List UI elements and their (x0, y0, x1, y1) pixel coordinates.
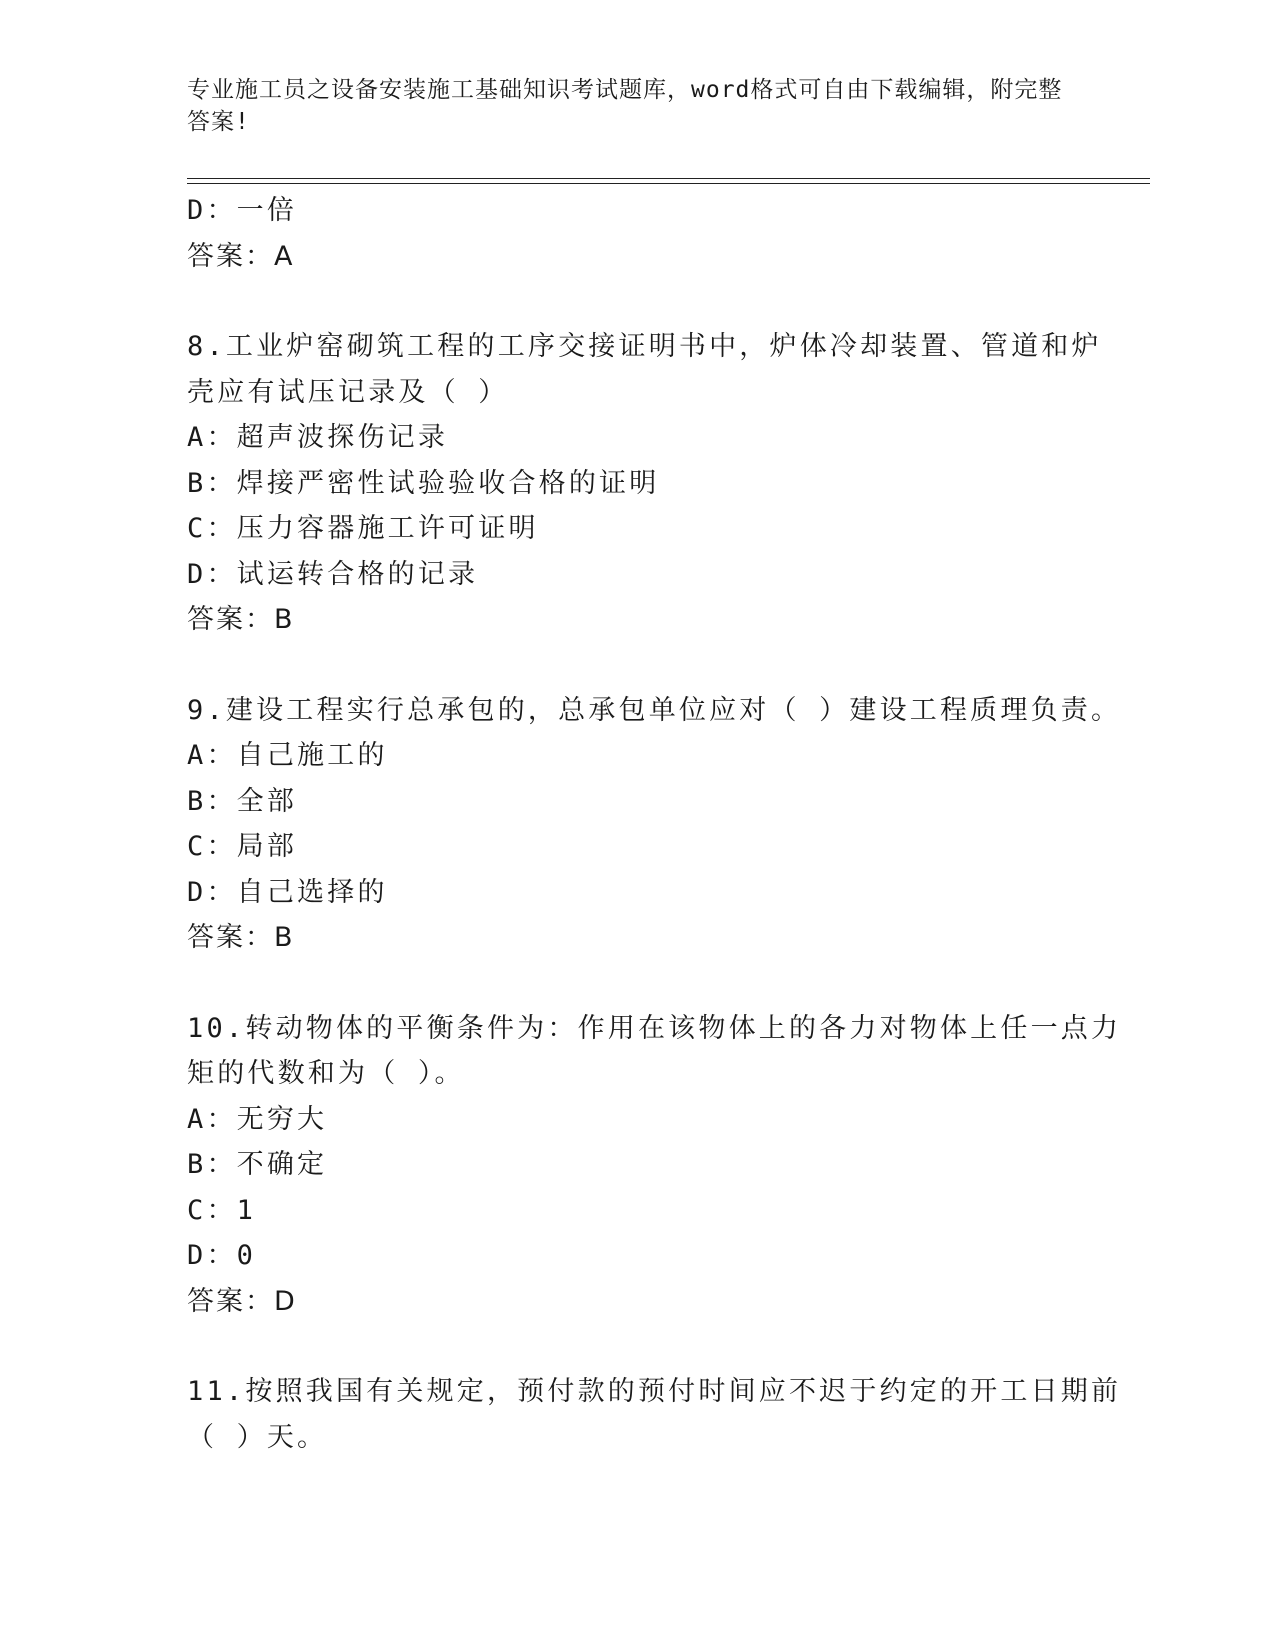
question-stem: 壳应有试压记录及（ ） (187, 376, 509, 408)
option-d: D：自己选择的 (187, 876, 388, 908)
option-d: D：试运转合格的记录 (187, 558, 479, 590)
question-list (187, 188, 1122, 1460)
option-b: B：全部 (187, 785, 298, 817)
question-stem: 10.转动物体的平衡条件为：作用在该物体上的各力对物体上任一点力 (187, 1012, 1122, 1044)
option-c: C：局部 (187, 831, 298, 862)
question-8 (187, 324, 1102, 643)
answer-line: 答案：D (187, 1285, 297, 1317)
option-d: D：一倍 (187, 195, 298, 226)
option-c: C：压力容器施工许可证明 (187, 513, 539, 544)
option-b: B：不确定 (187, 1149, 328, 1180)
question-10 (187, 1006, 1122, 1325)
option-a: A：自己施工的 (187, 740, 388, 771)
option-d: D：0 (187, 1240, 257, 1271)
question-stem: 11.按照我国有关规定，预付款的预付时间应不迟于约定的开工日期前 (187, 1376, 1122, 1407)
question-stem: 8.工业炉窑砌筑工程的工序交接证明书中，炉体冷却装置、管道和炉 (187, 331, 1102, 362)
option-c: C：1 (187, 1194, 257, 1226)
answer-line: 答案：B (187, 922, 295, 953)
question-stem: （ ）天。 (187, 1421, 328, 1453)
question-11 (187, 1369, 1122, 1460)
option-a: A：无穷大 (187, 1103, 328, 1135)
option-a: A：超声波探伤记录 (187, 422, 449, 453)
answer-line: 答案：B (187, 604, 295, 635)
question-stem: 9.建设工程实行总承包的，总承包单位应对（ ）建设工程质理负责。 (187, 694, 1122, 726)
option-b: B：焊接严密性试验验收合格的证明 (187, 467, 660, 499)
header-divider-bottom (187, 183, 1150, 184)
header-divider-top (187, 178, 1150, 179)
question-stem: 矩的代数和为（ ）。 (187, 1058, 465, 1089)
question-9 (187, 688, 1122, 961)
document-header: 专业施工员之设备安装施工基础知识考试题库，word格式可自由下载编辑，附完整答案! (187, 77, 1063, 135)
answer-line: 答案：A (187, 240, 295, 272)
